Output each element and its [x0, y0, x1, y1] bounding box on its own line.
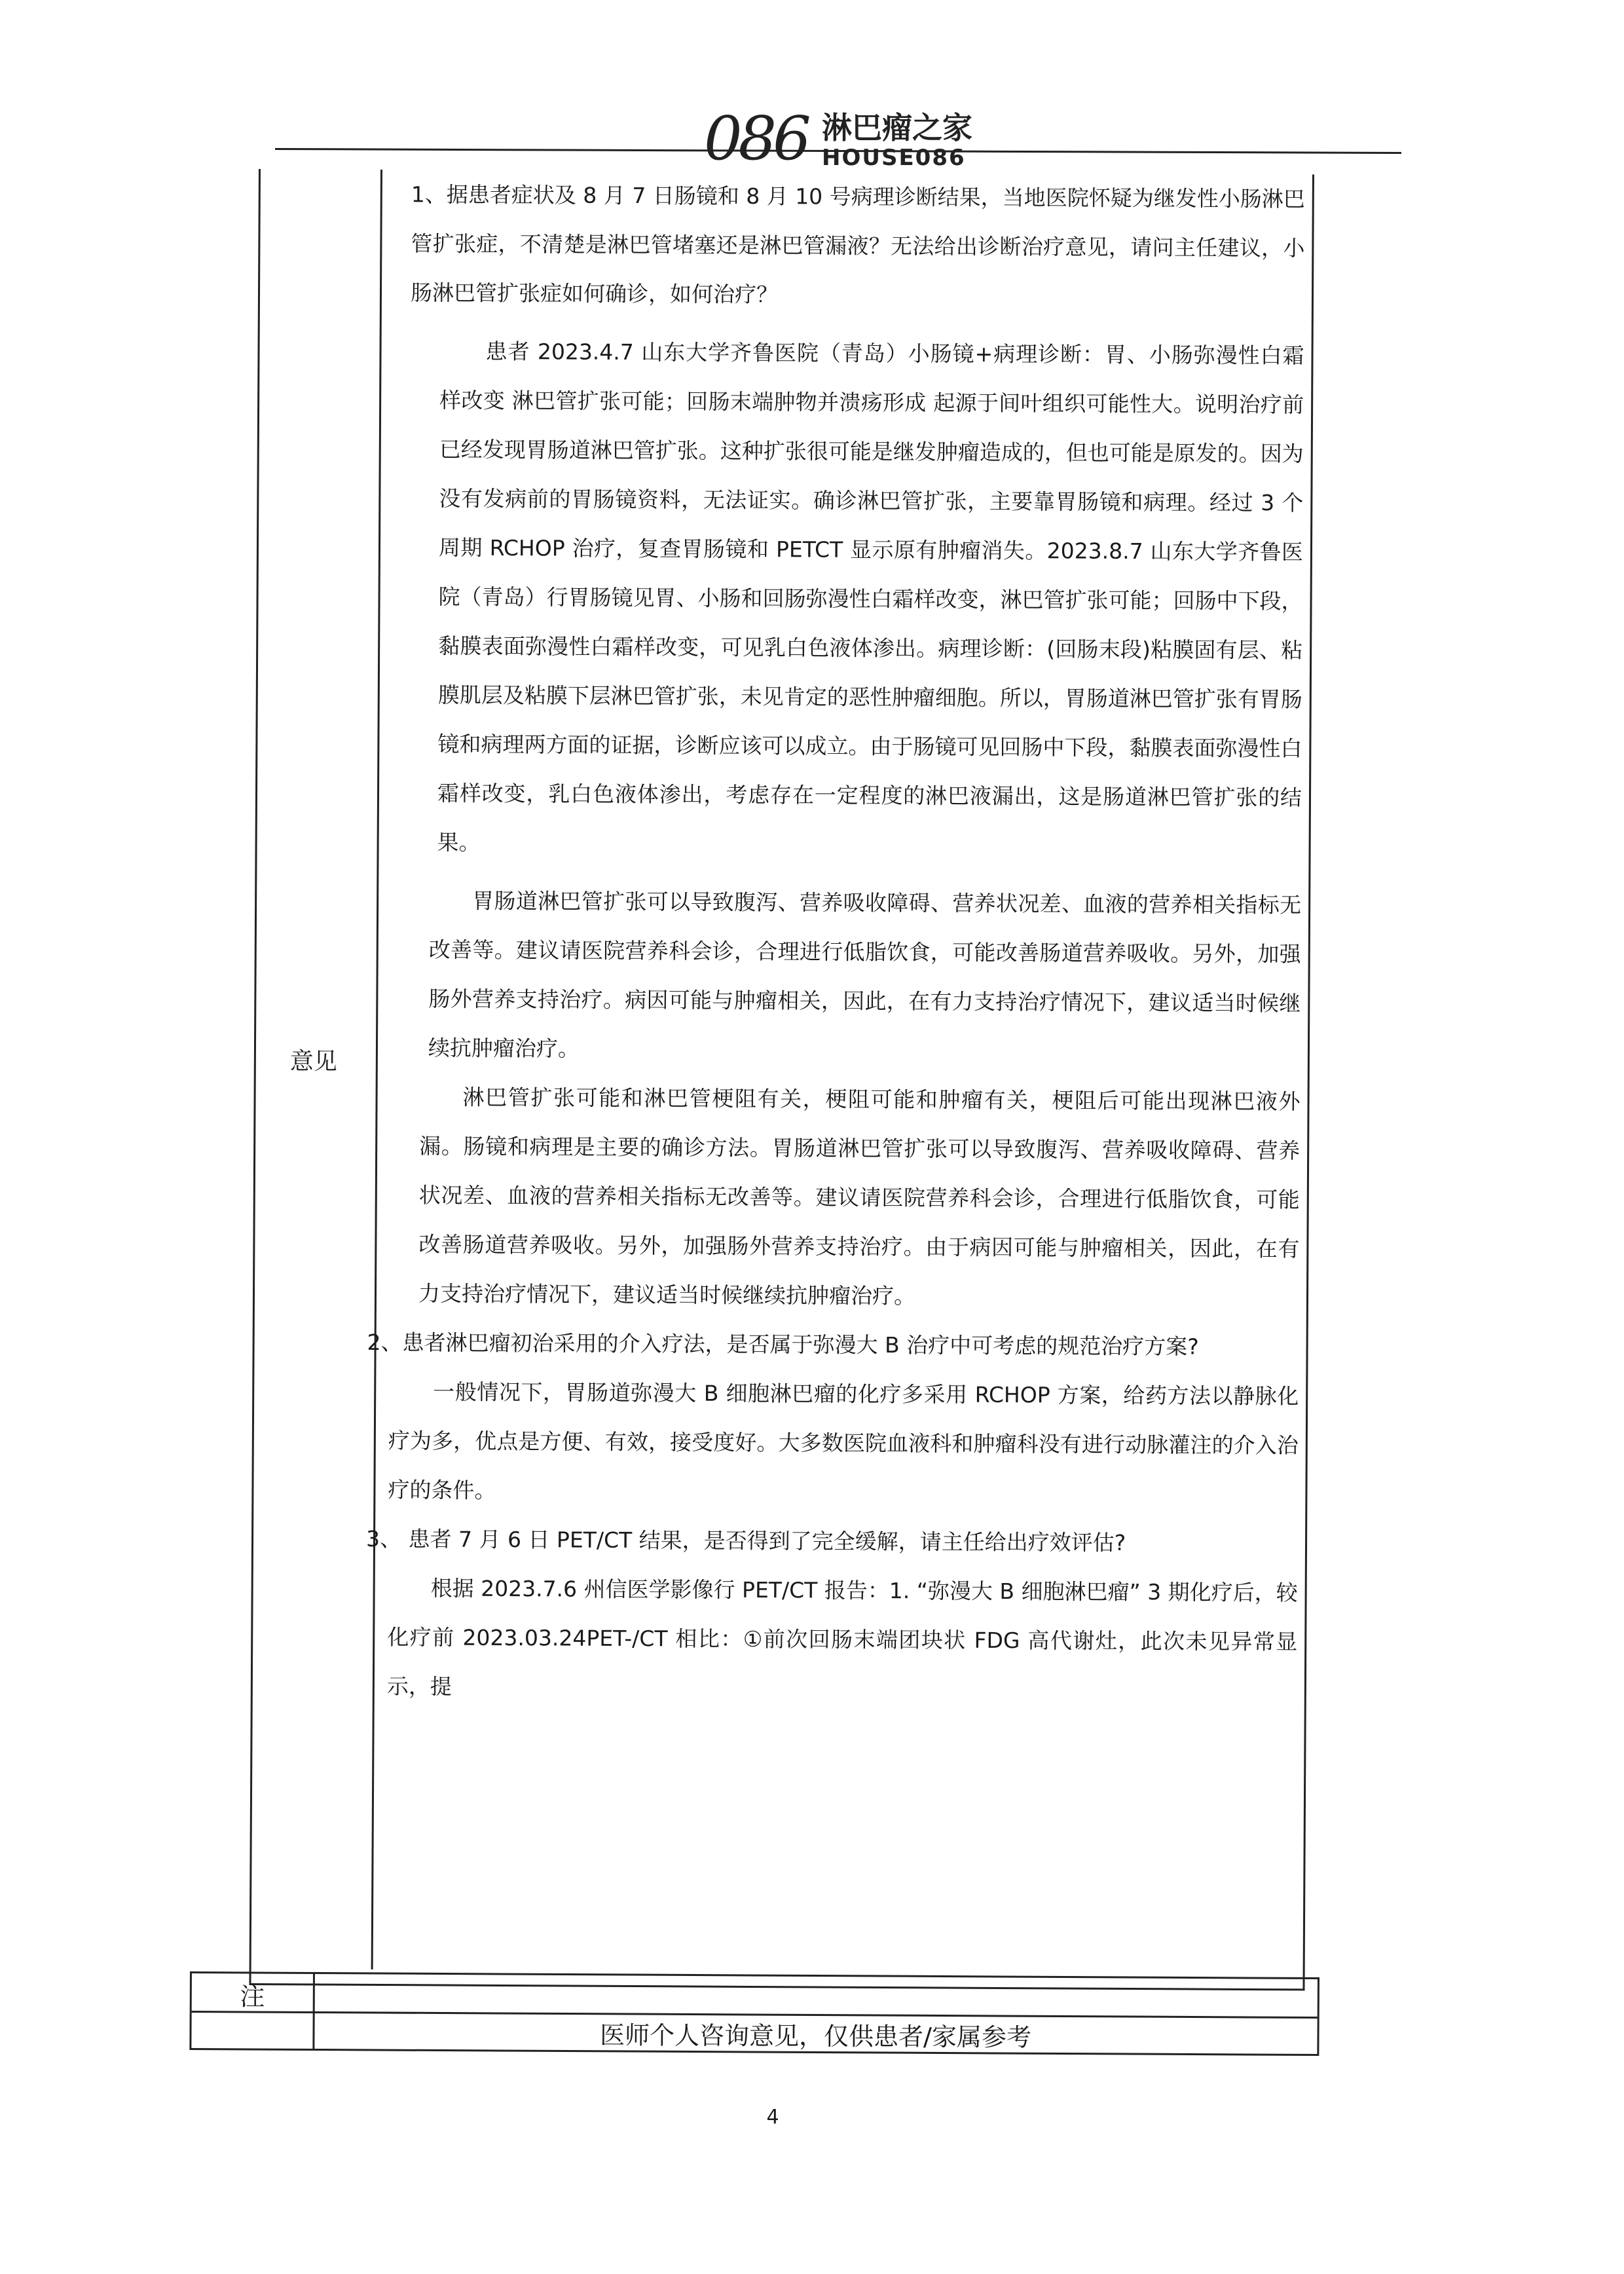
- house086-logo: [704, 103, 1031, 176]
- opinion-table: [249, 169, 1314, 1990]
- note-label: 注: [240, 1982, 265, 2011]
- logo-mark: 086: [704, 103, 807, 174]
- answer-2: 一般情况下，胃肠道弥漫大 B 细胞淋巴瘤的化疗多采用 RCHOP 方案，给药方法以静脉化疗为多，优点是方便、有效，接受度好。大多数医院血液科和肿瘤科没有进行动脉灌注的介入治疗的条件。: [388, 1379, 1299, 1503]
- opinion-label: 意见: [289, 1048, 337, 1075]
- page-number: 4: [766, 2106, 779, 2129]
- question-2: 2、患者淋巴瘤初治采用的介入疗法，是否属于弥漫大 B 治疗中可考虑的规范治疗方案?: [367, 1329, 1199, 1360]
- answer-1-paragraph-1: 患者 2023.4.7 山东大学齐鲁医院（青岛）小肠镜+病理诊断：胃、小肠弥漫性白霜样改变 淋巴管扩张可能；回肠末端肿物并溃疡形成 起源于间叶组织可能性大。说明治疗前已经发现胃肠道淋巴管扩张。这种扩张很可能是继发肿瘤造成的，但也可能是原发的。因为没有发病前的胃肠镜资料，无法证实。确诊淋巴管扩张，主要靠胃肠镜和病理。经过 3 个周期 RCHOP 治疗，复查胃肠镜和 PETCT 显示原有肿瘤消失。2023.8.7 山东大学齐鲁医院（青岛）行胃肠镜见胃、小肠和回肠弥漫性白霜样改变，淋巴管扩张可能；回肠中下段，黏膜表面弥漫性白霜样改变，可见乳白色液体渗出。病理诊断：(回肠末段)粘膜固有层、粘膜肌层及粘膜下层淋巴管扩张，未见肯定的恶性肿瘤细胞。所以，胃肠道淋巴管扩张有胃肠镜和病理两方面的证据，诊断应该可以成立。由于肠镜可见回肠中下段，黏膜表面弥漫性白霜样改变，乳白色液体渗出，考虑存在一定程度的淋巴液漏出，这是肠道淋巴管扩张的结果。: [437, 338, 1304, 855]
- note-text: 医师个人咨询意见，仅供患者/家属参考: [599, 2021, 1032, 2052]
- logo-english-name: HOUSE086: [822, 145, 966, 171]
- answer-1-paragraph-2: 胃肠道淋巴管扩张可以导致腹泻、营养吸收障碍、营养状况差、血液的营养相关指标无改善等。建议请医院营养科会诊，合理进行低脂饮食，可能改善肠道营养吸收。另外，加强肠外营养支持治疗。病因可能与肿瘤相关，因此，在有力支持治疗情况下，建议适当时候继续抗肿瘤治疗。: [428, 887, 1302, 1062]
- answer-3: 根据 2023.7.6 州信医学影像行 PET/CT 报告：1. “弥漫大 B 细胞淋巴瘤” 3 期化疗后，较化疗前 2023.03.24PET-/CT 相比：①前次回肠末端团块状 FDG 高代谢灶，此次未见异常显示，提: [386, 1575, 1298, 1700]
- opinion-content: [365, 170, 1305, 1715]
- logo-chinese-name: 淋巴瘤之家: [822, 110, 972, 145]
- question-1: 1、据患者症状及 8 月 7 日肠镜和 8 月 10 号病理诊断结果，当地医院怀疑为继发性小肠淋巴管扩张症，不清楚是淋巴管堵塞还是淋巴管漏液？无法给出诊断治疗意见，请问主任建议，小肠淋巴管扩张症如何确诊，如何治疗？: [410, 181, 1305, 308]
- column-divider: [371, 170, 382, 1969]
- answer-1-paragraph-3: 淋巴管扩张可能和淋巴管梗阻有关，梗阻可能和肿瘤有关，梗阻后可能出现淋巴液外漏。肠镜和病理是主要的确诊方法。胃肠道淋巴管扩张可以导致腹泻、营养吸收障碍、营养状况差、血液的营养相关指标无改善等。建议请医院营养科会诊，合理进行低脂饮食，可能改善肠道营养吸收。另外，加强肠外营养支持治疗。由于病因可能与肿瘤相关，因此，在有力支持治疗情况下，建议适当时候继续抗肿瘤治疗。: [418, 1084, 1301, 1309]
- question-3: 3、 患者 7 月 6 日 PET/CT 结果，是否得到了完全缓解，请主任给出疗效评估?: [365, 1525, 1126, 1556]
- note-row: [189, 1971, 1320, 2056]
